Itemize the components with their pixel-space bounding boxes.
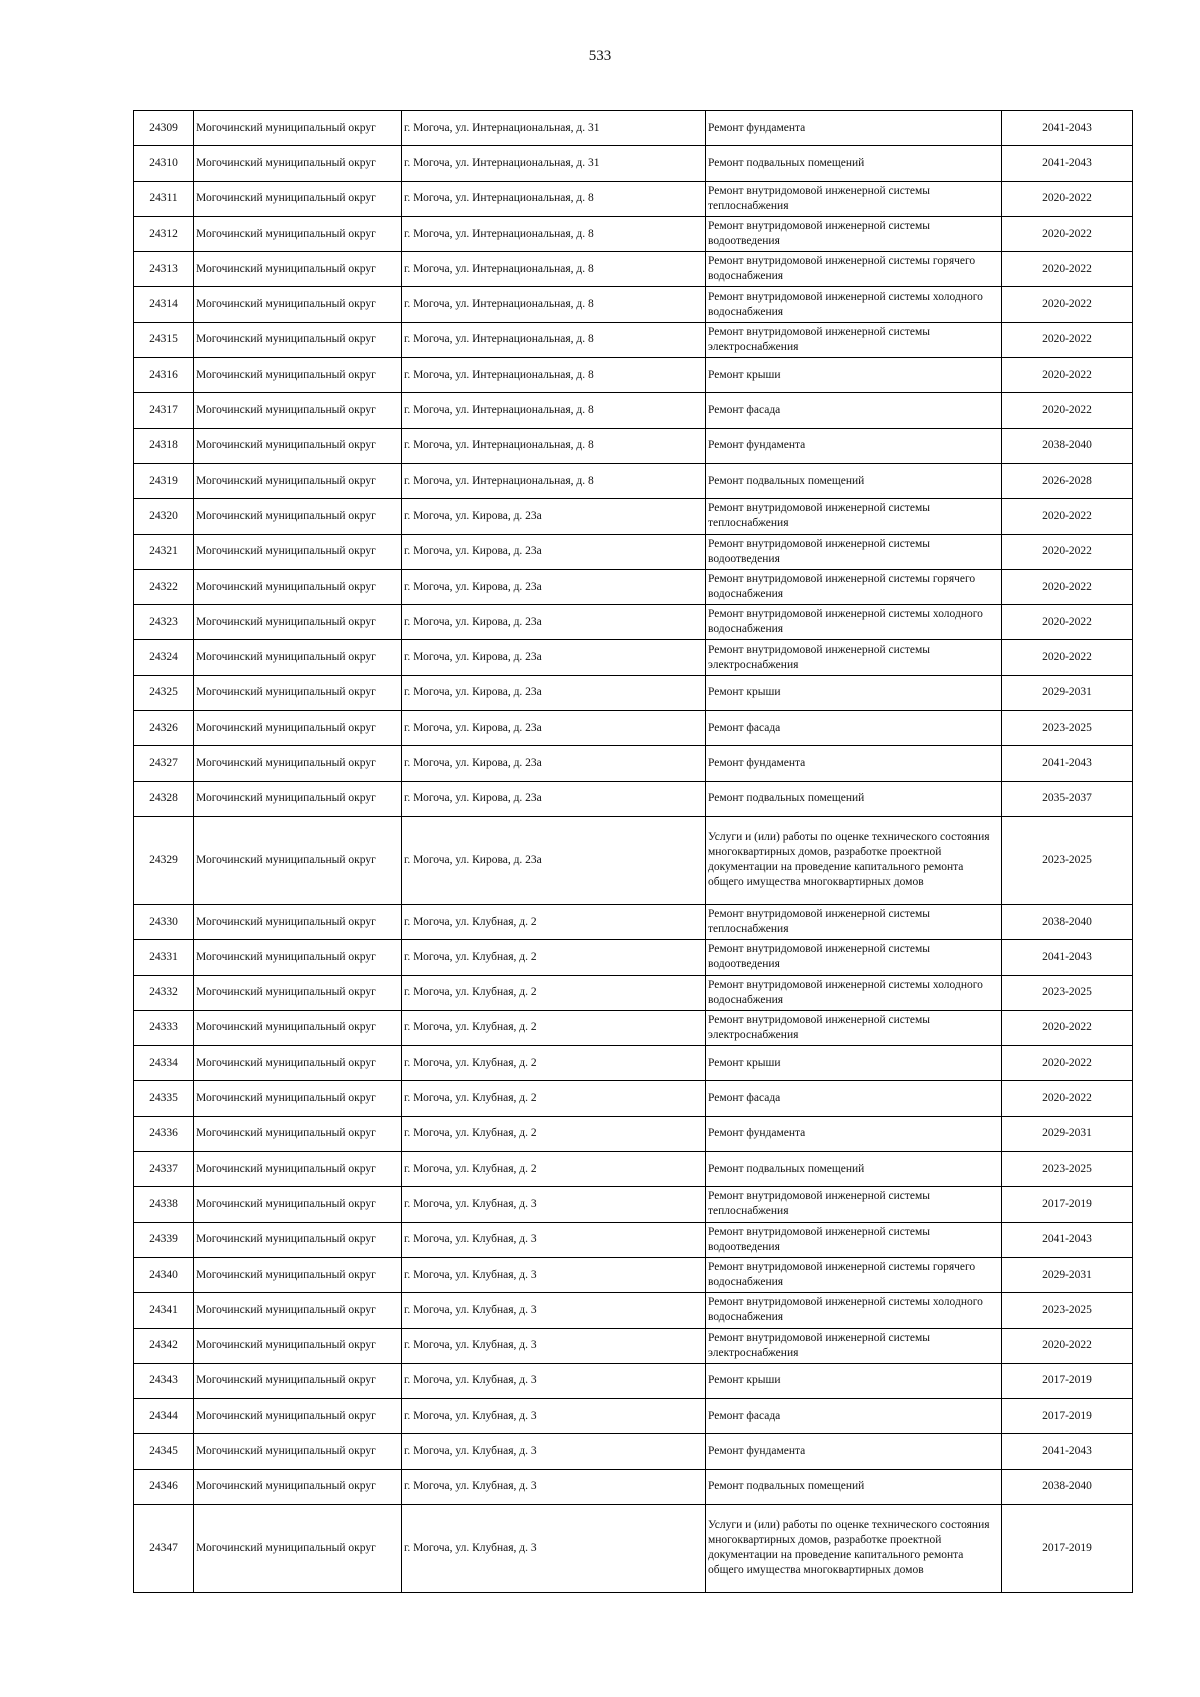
district-cell: Могочинский муниципальный округ [194,499,402,534]
address-cell: г. Могоча, ул. Клубная, д. 3 [402,1222,706,1257]
address-cell: г. Могоча, ул. Кирова, д. 23а [402,675,706,710]
district-cell: Могочинский муниципальный округ [194,358,402,393]
work-type-cell: Ремонт внутридомовой инженерной системы холодного водоснабжения [706,605,1002,640]
address-cell: г. Могоча, ул. Интернациональная, д. 8 [402,216,706,251]
address-cell: г. Могоча, ул. Интернациональная, д. 8 [402,252,706,287]
row-number: 24331 [134,940,194,975]
work-type-cell: Ремонт фасада [706,711,1002,746]
row-number: 24333 [134,1010,194,1045]
repair-schedule-table [133,110,1133,1593]
work-type-cell: Ремонт крыши [706,1046,1002,1081]
row-number: 24318 [134,428,194,463]
district-cell: Могочинский муниципальный округ [194,1399,402,1434]
address-cell: г. Могоча, ул. Клубная, д. 3 [402,1293,706,1328]
row-number: 24330 [134,904,194,939]
row-number: 24342 [134,1328,194,1363]
period-cell: 2029-2031 [1002,1257,1133,1292]
row-number: 24328 [134,781,194,816]
period-cell: 2041-2043 [1002,1434,1133,1469]
period-cell: 2023-2025 [1002,711,1133,746]
period-cell: 2038-2040 [1002,1469,1133,1504]
address-cell: г. Могоча, ул. Клубная, д. 2 [402,975,706,1010]
period-cell: 2017-2019 [1002,1187,1133,1222]
period-cell: 2029-2031 [1002,1116,1133,1151]
table-row [134,940,1133,975]
row-number: 24340 [134,1257,194,1292]
table-row [134,146,1133,181]
period-cell: 2020-2022 [1002,499,1133,534]
table-row [134,781,1133,816]
table-row [134,1010,1133,1045]
table-row [134,1081,1133,1116]
work-type-cell: Ремонт внутридомовой инженерной системы теплоснабжения [706,499,1002,534]
period-cell: 2023-2025 [1002,816,1133,904]
address-cell: г. Могоча, ул. Кирова, д. 23а [402,534,706,569]
address-cell: г. Могоча, ул. Кирова, д. 23а [402,605,706,640]
work-type-cell: Ремонт внутридомовой инженерной системы водоотведения [706,534,1002,569]
period-cell: 2020-2022 [1002,605,1133,640]
work-type-cell: Ремонт подвальных помещений [706,1152,1002,1187]
district-cell: Могочинский муниципальный округ [194,463,402,498]
district-cell: Могочинский муниципальный округ [194,1152,402,1187]
table-row [134,1363,1133,1398]
address-cell: г. Могоча, ул. Кирова, д. 23а [402,746,706,781]
work-type-cell: Ремонт внутридомовой инженерной системы теплоснабжения [706,904,1002,939]
work-type-cell: Ремонт внутридомовой инженерной системы горячего водоснабжения [706,252,1002,287]
table-row [134,463,1133,498]
row-number: 24309 [134,111,194,146]
table-row [134,904,1133,939]
address-cell: г. Могоча, ул. Интернациональная, д. 8 [402,463,706,498]
row-number: 24317 [134,393,194,428]
address-cell: г. Могоча, ул. Клубная, д. 3 [402,1399,706,1434]
table-row [134,746,1133,781]
work-type-cell: Ремонт подвальных помещений [706,1469,1002,1504]
address-cell: г. Могоча, ул. Интернациональная, д. 8 [402,393,706,428]
table-row [134,1187,1133,1222]
work-type-cell: Ремонт фундамента [706,746,1002,781]
table-row [134,1293,1133,1328]
row-number: 24321 [134,534,194,569]
address-cell: г. Могоча, ул. Кирова, д. 23а [402,816,706,904]
address-cell: г. Могоча, ул. Интернациональная, д. 8 [402,358,706,393]
work-type-cell: Ремонт внутридомовой инженерной системы электроснабжения [706,640,1002,675]
row-number: 24319 [134,463,194,498]
table-row [134,675,1133,710]
period-cell: 2041-2043 [1002,940,1133,975]
row-number: 24325 [134,675,194,710]
table-row [134,569,1133,604]
row-number: 24324 [134,640,194,675]
district-cell: Могочинский муниципальный округ [194,111,402,146]
row-number: 24336 [134,1116,194,1151]
work-type-cell: Ремонт внутридомовой инженерной системы холодного водоснабжения [706,1293,1002,1328]
address-cell: г. Могоча, ул. Клубная, д. 3 [402,1504,706,1592]
work-type-cell: Ремонт внутридомовой инженерной системы водоотведения [706,1222,1002,1257]
page-number: 533 [588,48,612,64]
period-cell: 2020-2022 [1002,322,1133,357]
address-cell: г. Могоча, ул. Клубная, д. 2 [402,1046,706,1081]
period-cell: 2020-2022 [1002,252,1133,287]
district-cell: Могочинский муниципальный округ [194,640,402,675]
table-row [134,111,1133,146]
row-number: 24329 [134,816,194,904]
district-cell: Могочинский муниципальный округ [194,816,402,904]
period-cell: 2017-2019 [1002,1399,1133,1434]
table-row [134,181,1133,216]
district-cell: Могочинский муниципальный округ [194,675,402,710]
address-cell: г. Могоча, ул. Клубная, д. 2 [402,1081,706,1116]
period-cell: 2020-2022 [1002,181,1133,216]
table-row [134,711,1133,746]
period-cell: 2020-2022 [1002,1046,1133,1081]
row-number: 24344 [134,1399,194,1434]
row-number: 24341 [134,1293,194,1328]
work-type-cell: Ремонт крыши [706,358,1002,393]
period-cell: 2029-2031 [1002,675,1133,710]
district-cell: Могочинский муниципальный округ [194,711,402,746]
work-type-cell: Ремонт крыши [706,1363,1002,1398]
district-cell: Могочинский муниципальный округ [194,1434,402,1469]
row-number: 24339 [134,1222,194,1257]
row-number: 24327 [134,746,194,781]
table-row [134,1116,1133,1151]
district-cell: Могочинский муниципальный округ [194,781,402,816]
table-row [134,216,1133,251]
table-row [134,1399,1133,1434]
table-row [134,975,1133,1010]
table-row [134,428,1133,463]
row-number: 24346 [134,1469,194,1504]
work-type-cell: Ремонт внутридомовой инженерной системы горячего водоснабжения [706,569,1002,604]
work-type-cell: Ремонт внутридомовой инженерной системы холодного водоснабжения [706,287,1002,322]
row-number: 24316 [134,358,194,393]
table-row [134,1328,1133,1363]
district-cell: Могочинский муниципальный округ [194,534,402,569]
address-cell: г. Могоча, ул. Клубная, д. 3 [402,1328,706,1363]
address-cell: г. Могоча, ул. Клубная, д. 3 [402,1363,706,1398]
period-cell: 2023-2025 [1002,1152,1133,1187]
work-type-cell: Ремонт подвальных помещений [706,463,1002,498]
table-row [134,534,1133,569]
district-cell: Могочинский муниципальный округ [194,940,402,975]
address-cell: г. Могоча, ул. Интернациональная, д. 8 [402,322,706,357]
district-cell: Могочинский муниципальный округ [194,975,402,1010]
period-cell: 2020-2022 [1002,534,1133,569]
work-type-cell: Ремонт внутридомовой инженерной системы теплоснабжения [706,181,1002,216]
district-cell: Могочинский муниципальный округ [194,1293,402,1328]
address-cell: г. Могоча, ул. Кирова, д. 23а [402,499,706,534]
work-type-cell: Ремонт фундамента [706,111,1002,146]
period-cell: 2020-2022 [1002,1081,1133,1116]
table-row [134,1434,1133,1469]
period-cell: 2020-2022 [1002,216,1133,251]
period-cell: 2020-2022 [1002,1328,1133,1363]
district-cell: Могочинский муниципальный округ [194,146,402,181]
row-number: 24315 [134,322,194,357]
row-number: 24312 [134,216,194,251]
row-number: 24310 [134,146,194,181]
address-cell: г. Могоча, ул. Интернациональная, д. 8 [402,428,706,463]
address-cell: г. Могоча, ул. Клубная, д. 2 [402,1010,706,1045]
table-row [134,1469,1133,1504]
address-cell: г. Могоча, ул. Кирова, д. 23а [402,711,706,746]
table-row [134,322,1133,357]
work-type-cell: Ремонт внутридомовой инженерной системы электроснабжения [706,1328,1002,1363]
period-cell: 2020-2022 [1002,358,1133,393]
period-cell: 2023-2025 [1002,975,1133,1010]
address-cell: г. Могоча, ул. Кирова, д. 23а [402,569,706,604]
address-cell: г. Могоча, ул. Интернациональная, д. 8 [402,287,706,322]
period-cell: 2038-2040 [1002,428,1133,463]
row-number: 24334 [134,1046,194,1081]
row-number: 24314 [134,287,194,322]
row-number: 24332 [134,975,194,1010]
address-cell: г. Могоча, ул. Клубная, д. 3 [402,1257,706,1292]
period-cell: 2041-2043 [1002,746,1133,781]
district-cell: Могочинский муниципальный округ [194,322,402,357]
period-cell: 2020-2022 [1002,287,1133,322]
work-type-cell: Ремонт внутридомовой инженерной системы холодного водоснабжения [706,975,1002,1010]
row-number: 24326 [134,711,194,746]
work-type-cell: Ремонт фасада [706,1399,1002,1434]
district-cell: Могочинский муниципальный округ [194,1187,402,1222]
work-type-cell: Ремонт подвальных помещений [706,146,1002,181]
work-type-cell: Ремонт внутридомовой инженерной системы водоотведения [706,940,1002,975]
district-cell: Могочинский муниципальный округ [194,569,402,604]
table-row [134,816,1133,904]
row-number: 24323 [134,605,194,640]
work-type-cell: Ремонт фасада [706,393,1002,428]
period-cell: 2041-2043 [1002,111,1133,146]
address-cell: г. Могоча, ул. Клубная, д. 2 [402,1116,706,1151]
period-cell: 2017-2019 [1002,1363,1133,1398]
district-cell: Могочинский муниципальный округ [194,1469,402,1504]
table-row [134,287,1133,322]
district-cell: Могочинский муниципальный округ [194,904,402,939]
address-cell: г. Могоча, ул. Клубная, д. 3 [402,1187,706,1222]
row-number: 24338 [134,1187,194,1222]
table-row [134,358,1133,393]
row-number: 24337 [134,1152,194,1187]
district-cell: Могочинский муниципальный округ [194,1010,402,1045]
work-type-cell: Ремонт фундамента [706,1434,1002,1469]
district-cell: Могочинский муниципальный округ [194,1363,402,1398]
address-cell: г. Могоча, ул. Клубная, д. 3 [402,1434,706,1469]
work-type-cell: Ремонт внутридомовой инженерной системы водоотведения [706,216,1002,251]
period-cell: 2020-2022 [1002,569,1133,604]
period-cell: 2041-2043 [1002,1222,1133,1257]
district-cell: Могочинский муниципальный округ [194,393,402,428]
row-number: 24343 [134,1363,194,1398]
row-number: 24322 [134,569,194,604]
period-cell: 2041-2043 [1002,146,1133,181]
table-row [134,1257,1133,1292]
work-type-cell: Услуги и (или) работы по оценке технического состояния многоквартирных домов, разработке проектной документации на проведение капитального ремонта общего имущества многоквартирных домов [706,816,1002,904]
address-cell: г. Могоча, ул. Кирова, д. 23а [402,781,706,816]
table-row [134,1046,1133,1081]
district-cell: Могочинский муниципальный округ [194,1046,402,1081]
address-cell: г. Могоча, ул. Интернациональная, д. 31 [402,146,706,181]
work-type-cell: Ремонт внутридомовой инженерной системы горячего водоснабжения [706,1257,1002,1292]
work-type-cell: Ремонт внутридомовой инженерной системы электроснабжения [706,1010,1002,1045]
work-type-cell: Ремонт подвальных помещений [706,781,1002,816]
period-cell: 2020-2022 [1002,1010,1133,1045]
work-type-cell: Ремонт фундамента [706,1116,1002,1151]
district-cell: Могочинский муниципальный округ [194,428,402,463]
district-cell: Могочинский муниципальный округ [194,746,402,781]
table-row [134,640,1133,675]
period-cell: 2017-2019 [1002,1504,1133,1592]
district-cell: Могочинский муниципальный округ [194,1257,402,1292]
work-type-cell: Услуги и (или) работы по оценке технического состояния многоквартирных домов, разработке проектной документации на проведение капитального ремонта общего имущества многоквартирных домов [706,1504,1002,1592]
period-cell: 2020-2022 [1002,640,1133,675]
district-cell: Могочинский муниципальный округ [194,252,402,287]
district-cell: Могочинский муниципальный округ [194,287,402,322]
row-number: 24335 [134,1081,194,1116]
district-cell: Могочинский муниципальный округ [194,1116,402,1151]
address-cell: г. Могоча, ул. Кирова, д. 23а [402,640,706,675]
district-cell: Могочинский муниципальный округ [194,605,402,640]
row-number: 24313 [134,252,194,287]
district-cell: Могочинский муниципальный округ [194,1504,402,1592]
district-cell: Могочинский муниципальный округ [194,1328,402,1363]
table-row [134,499,1133,534]
table-row [134,1152,1133,1187]
district-cell: Могочинский муниципальный округ [194,1081,402,1116]
table-row [134,1222,1133,1257]
district-cell: Могочинский муниципальный округ [194,1222,402,1257]
table-row [134,1504,1133,1592]
row-number: 24311 [134,181,194,216]
work-type-cell: Ремонт крыши [706,675,1002,710]
district-cell: Могочинский муниципальный округ [194,181,402,216]
period-cell: 2023-2025 [1002,1293,1133,1328]
row-number: 24320 [134,499,194,534]
table-row [134,605,1133,640]
address-cell: г. Могоча, ул. Клубная, д. 2 [402,940,706,975]
district-cell: Могочинский муниципальный округ [194,216,402,251]
row-number: 24345 [134,1434,194,1469]
work-type-cell: Ремонт внутридомовой инженерной системы теплоснабжения [706,1187,1002,1222]
work-type-cell: Ремонт фундамента [706,428,1002,463]
work-type-cell: Ремонт внутридомовой инженерной системы электроснабжения [706,322,1002,357]
address-cell: г. Могоча, ул. Клубная, д. 3 [402,1469,706,1504]
address-cell: г. Могоча, ул. Интернациональная, д. 31 [402,111,706,146]
period-cell: 2020-2022 [1002,393,1133,428]
address-cell: г. Могоча, ул. Клубная, д. 2 [402,1152,706,1187]
table-row [134,252,1133,287]
period-cell: 2026-2028 [1002,463,1133,498]
address-cell: г. Могоча, ул. Клубная, д. 2 [402,904,706,939]
period-cell: 2038-2040 [1002,904,1133,939]
work-type-cell: Ремонт фасада [706,1081,1002,1116]
period-cell: 2035-2037 [1002,781,1133,816]
table-row [134,393,1133,428]
row-number: 24347 [134,1504,194,1592]
address-cell: г. Могоча, ул. Интернациональная, д. 8 [402,181,706,216]
